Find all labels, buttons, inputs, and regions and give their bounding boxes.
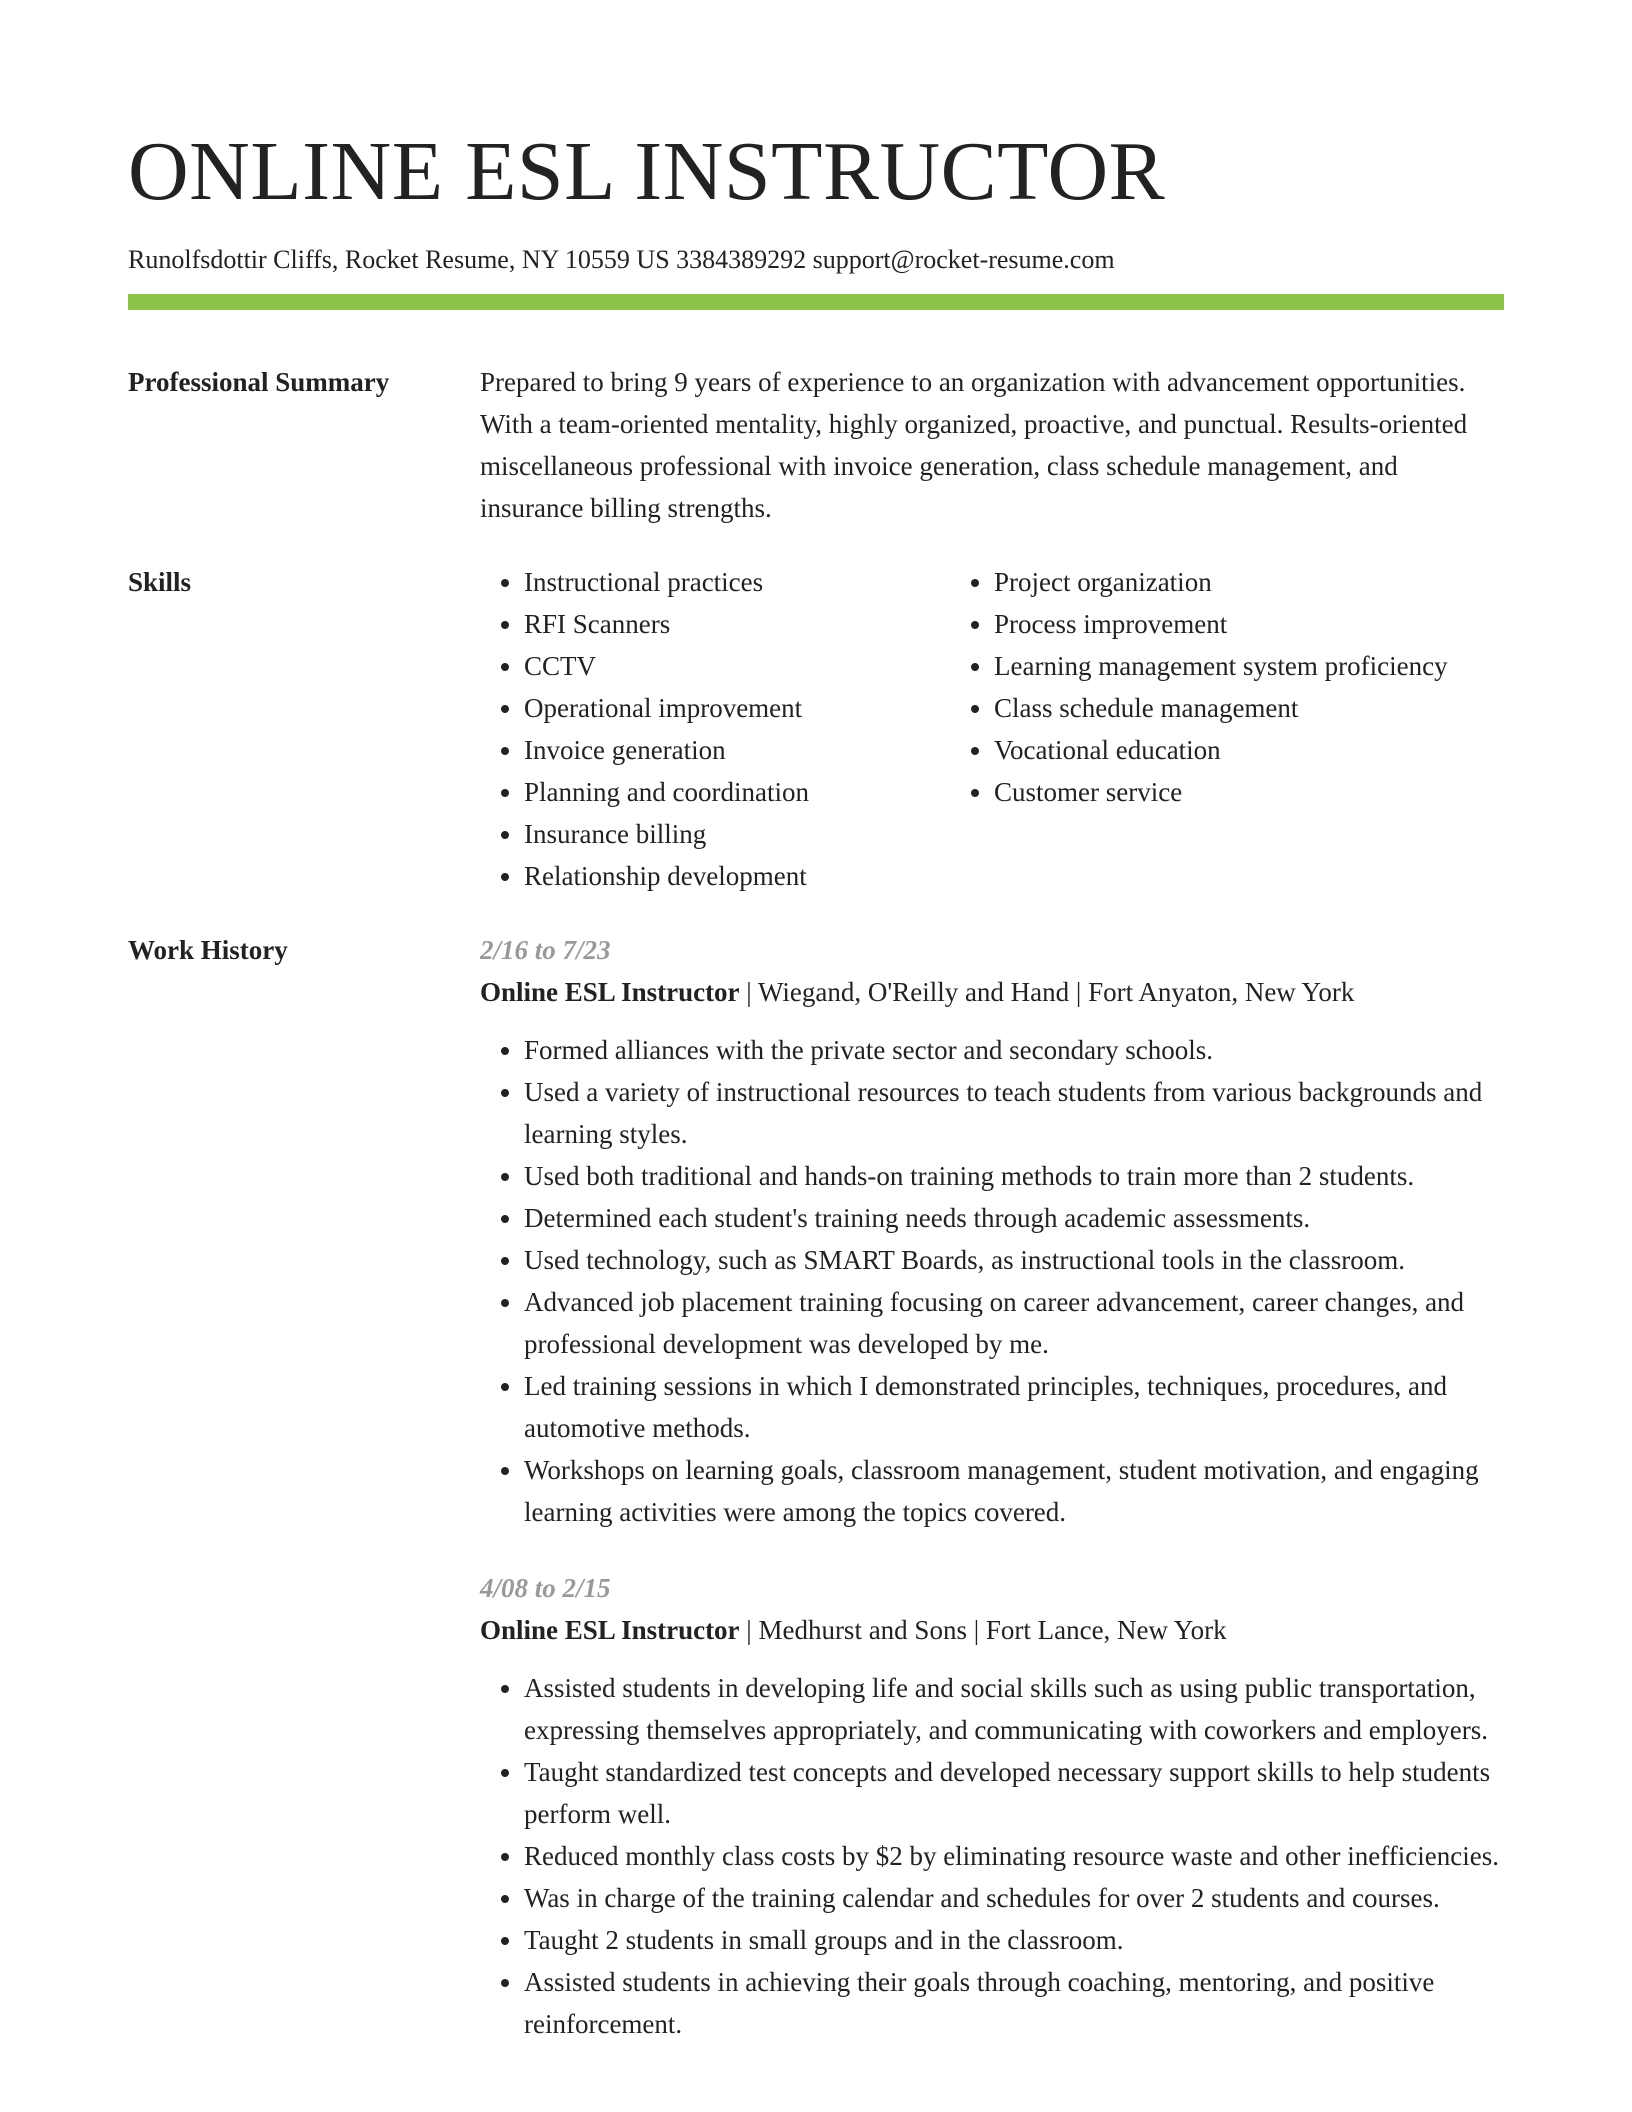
skill-item: • Insurance billing (524, 813, 940, 855)
job-heading (480, 1609, 1504, 1651)
summary-section (128, 361, 1504, 529)
job-bullets (480, 1029, 1504, 1533)
job-bullets (480, 1667, 1504, 2045)
skill-item: • Learning management system proficiency (994, 645, 1504, 687)
skill-item: • Invoice generation (524, 729, 940, 771)
job-bullet: • Was in charge of the training calendar and schedules for over 2 students and courses. (524, 1877, 1504, 1919)
job-dates: 2/16 to 7/23 (480, 935, 611, 965)
accent-divider (128, 294, 1504, 310)
job-bullet: • Reduced monthly class costs by $2 by eliminating resource waste and other inefficiencies. (524, 1835, 1504, 1877)
summary-text: Prepared to bring 9 years of experience to an organization with advancement opportunities. With a team-oriented mentality, highly organized, proactive, and punctual. Results-oriented miscellaneous professional with invoice generation, class schedule management, and insurance billing strengths. (480, 367, 1468, 523)
job-bullet: • Taught standardized test concepts and developed necessary support skills to help students perform well. (524, 1751, 1504, 1835)
work-history-section (128, 929, 1504, 2045)
job-employer-location: | Wiegand, O'Reilly and Hand | Fort Anyaton, New York (739, 977, 1355, 1007)
job-bullet: • Used technology, such as SMART Boards, as instructional tools in the classroom. (524, 1239, 1504, 1281)
skills-list-right (950, 561, 1504, 897)
job-title: Online ESL Instructor (480, 977, 740, 1007)
job-bullet: • Assisted students in developing life and social skills such as using public transportation, expressing themselves appropriately, and communicating with coworkers and employers. (524, 1667, 1504, 1751)
work-history-label: Work History (128, 935, 288, 965)
summary-label: Professional Summary (128, 367, 390, 397)
job-title: Online ESL Instructor (480, 1615, 740, 1645)
job-bullet: • Advanced job placement training focusing on career advancement, career changes, and professional development was developed by me. (524, 1281, 1504, 1365)
skill-item: • Process improvement (994, 603, 1504, 645)
job-employer-location: | Medhurst and Sons | Fort Lance, New York (739, 1615, 1227, 1645)
job-entry (480, 929, 1504, 1533)
job-bullet: • Used a variety of instructional resources to teach students from various backgrounds and learning styles. (524, 1071, 1504, 1155)
job-dates: 4/08 to 2/15 (480, 1573, 611, 1603)
skill-item: • Vocational education (994, 729, 1504, 771)
skills-label: Skills (128, 567, 192, 597)
resume-title: ONLINE ESL INSTRUCTOR (128, 125, 1166, 218)
job-bullet: • Used both traditional and hands-on training methods to train more than 2 students. (524, 1155, 1504, 1197)
skill-item: • RFI Scanners (524, 603, 940, 645)
job-bullet: • Taught 2 students in small groups and in the classroom. (524, 1919, 1504, 1961)
skills-columns (480, 561, 1504, 897)
skill-item: • Project organization (994, 561, 1504, 603)
skills-section (128, 561, 1504, 897)
job-bullet: • Workshops on learning goals, classroom management, student motivation, and engaging learning activities were among the topics covered. (524, 1449, 1504, 1533)
skill-item: • Instructional practices (524, 561, 940, 603)
job-bullet: • Led training sessions in which I demonstrated principles, techniques, procedures, and automotive methods. (524, 1365, 1504, 1449)
skill-item: • Customer service (994, 771, 1504, 813)
job-heading (480, 971, 1504, 1013)
contact-line: Runolfsdottir Cliffs, Rocket Resume, NY 10559 US 3384389292 support@rocket-resume.com (128, 245, 1115, 274)
work-history-body (480, 929, 1504, 2045)
skill-item: • Planning and coordination (524, 771, 940, 813)
job-entry (480, 1567, 1504, 2045)
skill-item: • Relationship development (524, 855, 940, 897)
job-bullet: • Determined each student's training needs through academic assessments. (524, 1197, 1504, 1239)
skill-item: • Class schedule management (994, 687, 1504, 729)
job-bullet: • Formed alliances with the private sector and secondary schools. (524, 1029, 1504, 1071)
skill-item: • Operational improvement (524, 687, 940, 729)
job-bullet: • Assisted students in achieving their goals through coaching, mentoring, and positive reinforcement. (524, 1961, 1504, 2045)
skills-list-left (480, 561, 940, 897)
skill-item: • CCTV (524, 645, 940, 687)
